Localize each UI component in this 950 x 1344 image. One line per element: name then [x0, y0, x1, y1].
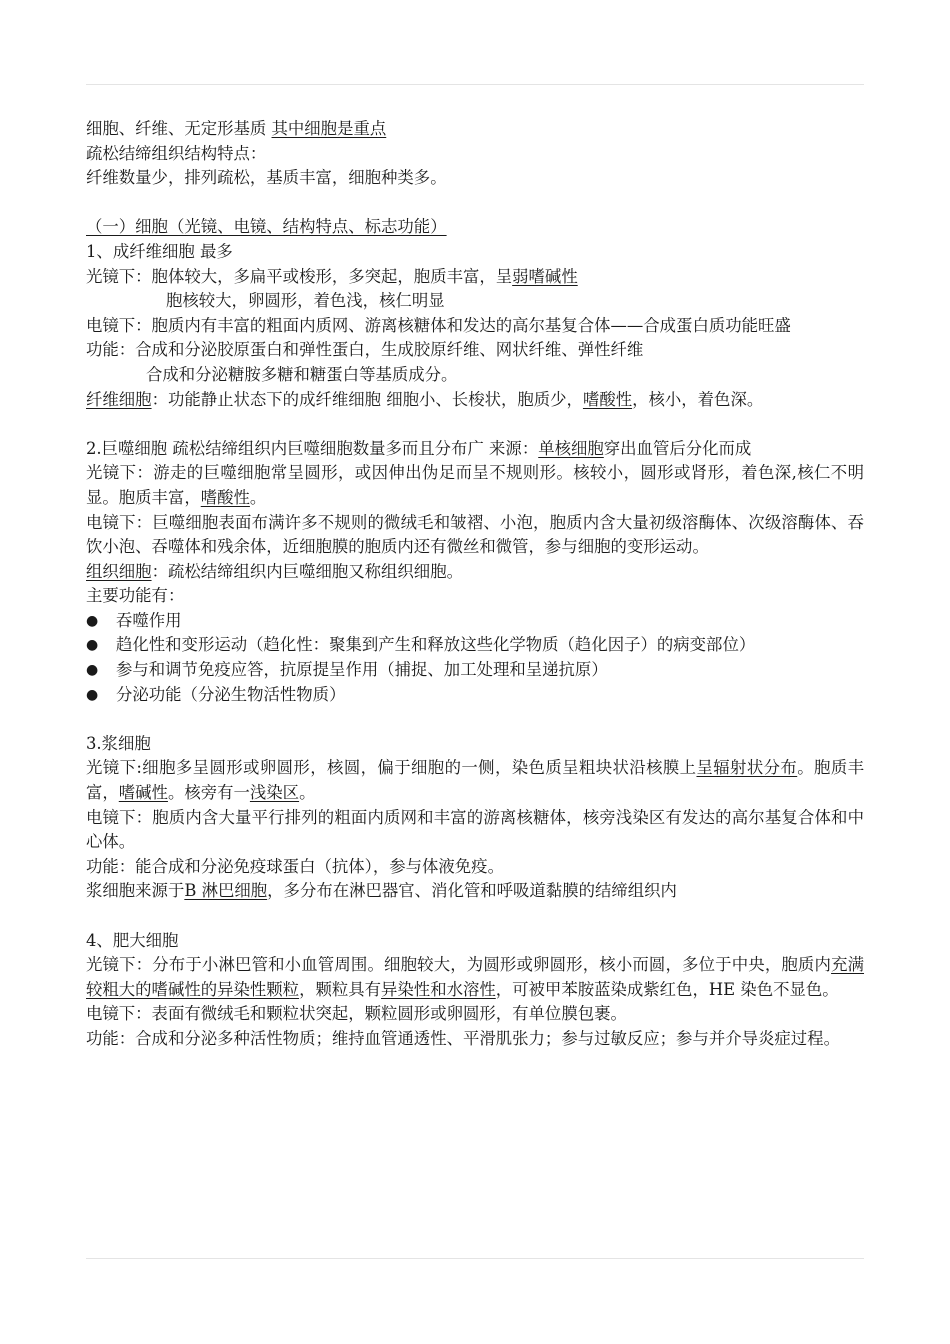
plasma-lm-text: 光镜下:细胞多呈圆形或卵圆形，核圆，偏于细胞的一侧，染色质呈粗块状沿核膜上	[86, 758, 697, 778]
mast-lm-text-2: ，颗粒具有	[299, 979, 382, 999]
list-item	[86, 633, 864, 658]
section-heading: （一）细胞（光镜、电镜、结构特点、标志功能）	[86, 217, 447, 237]
macrophage-origin-term: 单核细胞	[538, 438, 604, 458]
fibroblast-lm-2: 胞核较大，卵圆形，着色浅，核仁明显	[166, 291, 445, 311]
document-body	[86, 117, 864, 1052]
plasma-lm-emphasis-1: 呈辐射状分布	[696, 758, 798, 778]
list-item	[86, 683, 864, 708]
mast-lm	[86, 953, 864, 1002]
bullet-icon: ●	[86, 612, 99, 629]
spacer	[86, 904, 864, 929]
header-rule	[86, 84, 864, 85]
macrophage-lm-text: 光镜下：游走的巨噬细胞常呈圆形，或因伸出伪足而呈不规则形。核较小，圆形或肾形，着色深,核仁不明显。胞质丰富，	[86, 463, 864, 507]
list-item-text: 吞噬作用	[116, 610, 182, 630]
fibroblast-function-2: 合成和分泌糖胺多糖和糖蛋白等基质成分。	[146, 364, 458, 384]
fibroblast-lm-emphasis: 弱嗜碱性	[512, 266, 578, 286]
histiocyte-term: 组织细胞	[86, 561, 152, 581]
plasma-lm-emphasis-2: 嗜碱性	[118, 783, 168, 803]
mast-lm-emphasis-2: 异染性	[381, 979, 431, 999]
intro-emphasis: 其中细胞是重点	[271, 119, 387, 138]
mast-title: 4、肥大细胞	[86, 930, 179, 950]
plasma-title: 3.浆细胞	[86, 733, 151, 753]
fibroblast-title: 1、成纤维细胞 最多	[86, 241, 233, 261]
list-item-text: 参与和调节免疫应答，抗原提呈作用（捕捉、加工处理和呈递抗原）	[116, 660, 608, 680]
mast-lm-text: 光镜下：分布于小淋巴管和小血管周围。细胞较大，为圆形或卵圆形，核小而圆，多位于中央，胞质内	[86, 955, 832, 975]
macrophage-title-text: 2.巨噬细胞 疏松结缔组织内巨噬细胞数量多而且分布广 来源：	[86, 438, 539, 458]
mast-lm-end: ，可被甲苯胺蓝染成紫红色，HE 染色不显色。	[495, 979, 839, 999]
list-item	[86, 658, 864, 683]
bullet-icon: ●	[86, 662, 99, 679]
plasma-lm	[86, 756, 864, 805]
spacer	[86, 191, 864, 216]
plasma-em: 电镜下：胞质内含大量平行排列的粗面内质网和丰富的游离核糖体，核旁浅染区有发达的高尔基复合体和中心体。	[86, 807, 864, 852]
macrophage-title-end: 穿出血管后分化而成	[603, 438, 752, 458]
mast-lm-emphasis-3: 和	[430, 979, 447, 999]
fibroblast-em: 电镜下：胞质内有丰富的粗面内质网、游离核糖体和发达的高尔基复合体——合成蛋白质功能旺盛	[86, 315, 791, 335]
spacer	[86, 412, 864, 437]
plasma-origin	[86, 879, 864, 904]
intro-text: 细胞、纤维、无定形基质	[86, 119, 272, 138]
fibrocyte-text-end: ，核小，着色深。	[632, 389, 764, 409]
macrophage-function-title: 主要功能有：	[86, 586, 185, 606]
macrophage-lm	[86, 461, 864, 510]
intro-line-1	[86, 117, 864, 142]
plasma-function: 功能：能合成和分泌免疫球蛋白（抗体），参与体液免疫。	[86, 856, 504, 876]
histiocyte-text: ：疏松结缔组织内巨噬细胞又称组织细胞。	[151, 561, 463, 581]
spacer	[86, 707, 864, 732]
intro-line-2: 疏松结缔组织结构特点：	[86, 143, 267, 163]
fibroblast-lm	[86, 265, 864, 290]
bullet-icon: ●	[86, 637, 99, 654]
mast-em: 电镜下：表面有微绒毛和颗粒状突起，颗粒圆形或卵圆形，有单位膜包裹。	[86, 1004, 627, 1024]
intro-line-3: 纤维数量少，排列疏松，基质丰富，细胞种类多。	[86, 168, 447, 188]
histiocyte-line	[86, 560, 864, 585]
macrophage-lm-end: 。	[249, 487, 267, 507]
plasma-origin-end: ，多分布在淋巴器官、消化管和呼吸道黏膜的结缔组织内	[267, 881, 677, 901]
macrophage-em: 电镜下：巨噬细胞表面布满许多不规则的微绒毛和皱褶、小泡，胞质内含大量初级溶酶体、次级溶酶体、吞饮小泡、吞噬体和残余体，近细胞膜的胞质内还有微丝和微管，参与细胞的变形运动。	[86, 512, 864, 557]
plasma-origin-term: B 淋巴细胞	[184, 881, 268, 901]
fibrocyte-term: 纤维细胞	[86, 389, 152, 409]
list-item-text: 分泌功能（分泌生物活性物质）	[116, 684, 346, 704]
mast-lm-emphasis-1: 充满较粗大的嗜碱性的异染性颗粒	[86, 955, 865, 999]
plasma-origin-text: 浆细胞来源于	[86, 881, 185, 901]
mast-lm-emphasis-4: 水溶性	[446, 979, 496, 999]
fibroblast-lm-text: 光镜下：胞体较大，多扁平或梭形，多突起，胞质丰富，呈	[86, 266, 513, 286]
mast-function: 功能：合成和分泌多种活性物质；维持血管通透性、平滑肌张力；参与过敏反应；参与并介导炎症过程。	[86, 1028, 840, 1048]
plasma-lm-text-2: 。胞质丰富，	[86, 758, 865, 803]
plasma-lm-text-3: 。核旁有一	[167, 783, 250, 803]
list-item-text: 趋化性和变形运动（趋化性：聚集到产生和释放这些化学物质（趋化因子）的病变部位）	[116, 635, 756, 655]
plasma-lm-end: 。	[299, 783, 316, 803]
bullet-icon: ●	[86, 686, 99, 703]
fibrocyte-emphasis: 嗜酸性	[582, 389, 633, 409]
macrophage-title	[86, 437, 864, 462]
fibroblast-function-1: 功能：合成和分泌胶原蛋白和弹性蛋白，生成胶原纤维、网状纤维、弹性纤维	[86, 340, 644, 360]
macrophage-lm-emphasis: 嗜酸性	[200, 487, 250, 507]
fibrocyte-text: ：功能静止状态下的成纤维细胞 细胞小、长梭状，胞质少，	[151, 389, 583, 409]
list-item	[86, 609, 864, 634]
fibrocyte-paragraph	[86, 388, 864, 413]
footer-rule	[86, 1258, 864, 1259]
plasma-lm-emphasis-3: 浅染区	[249, 783, 300, 803]
